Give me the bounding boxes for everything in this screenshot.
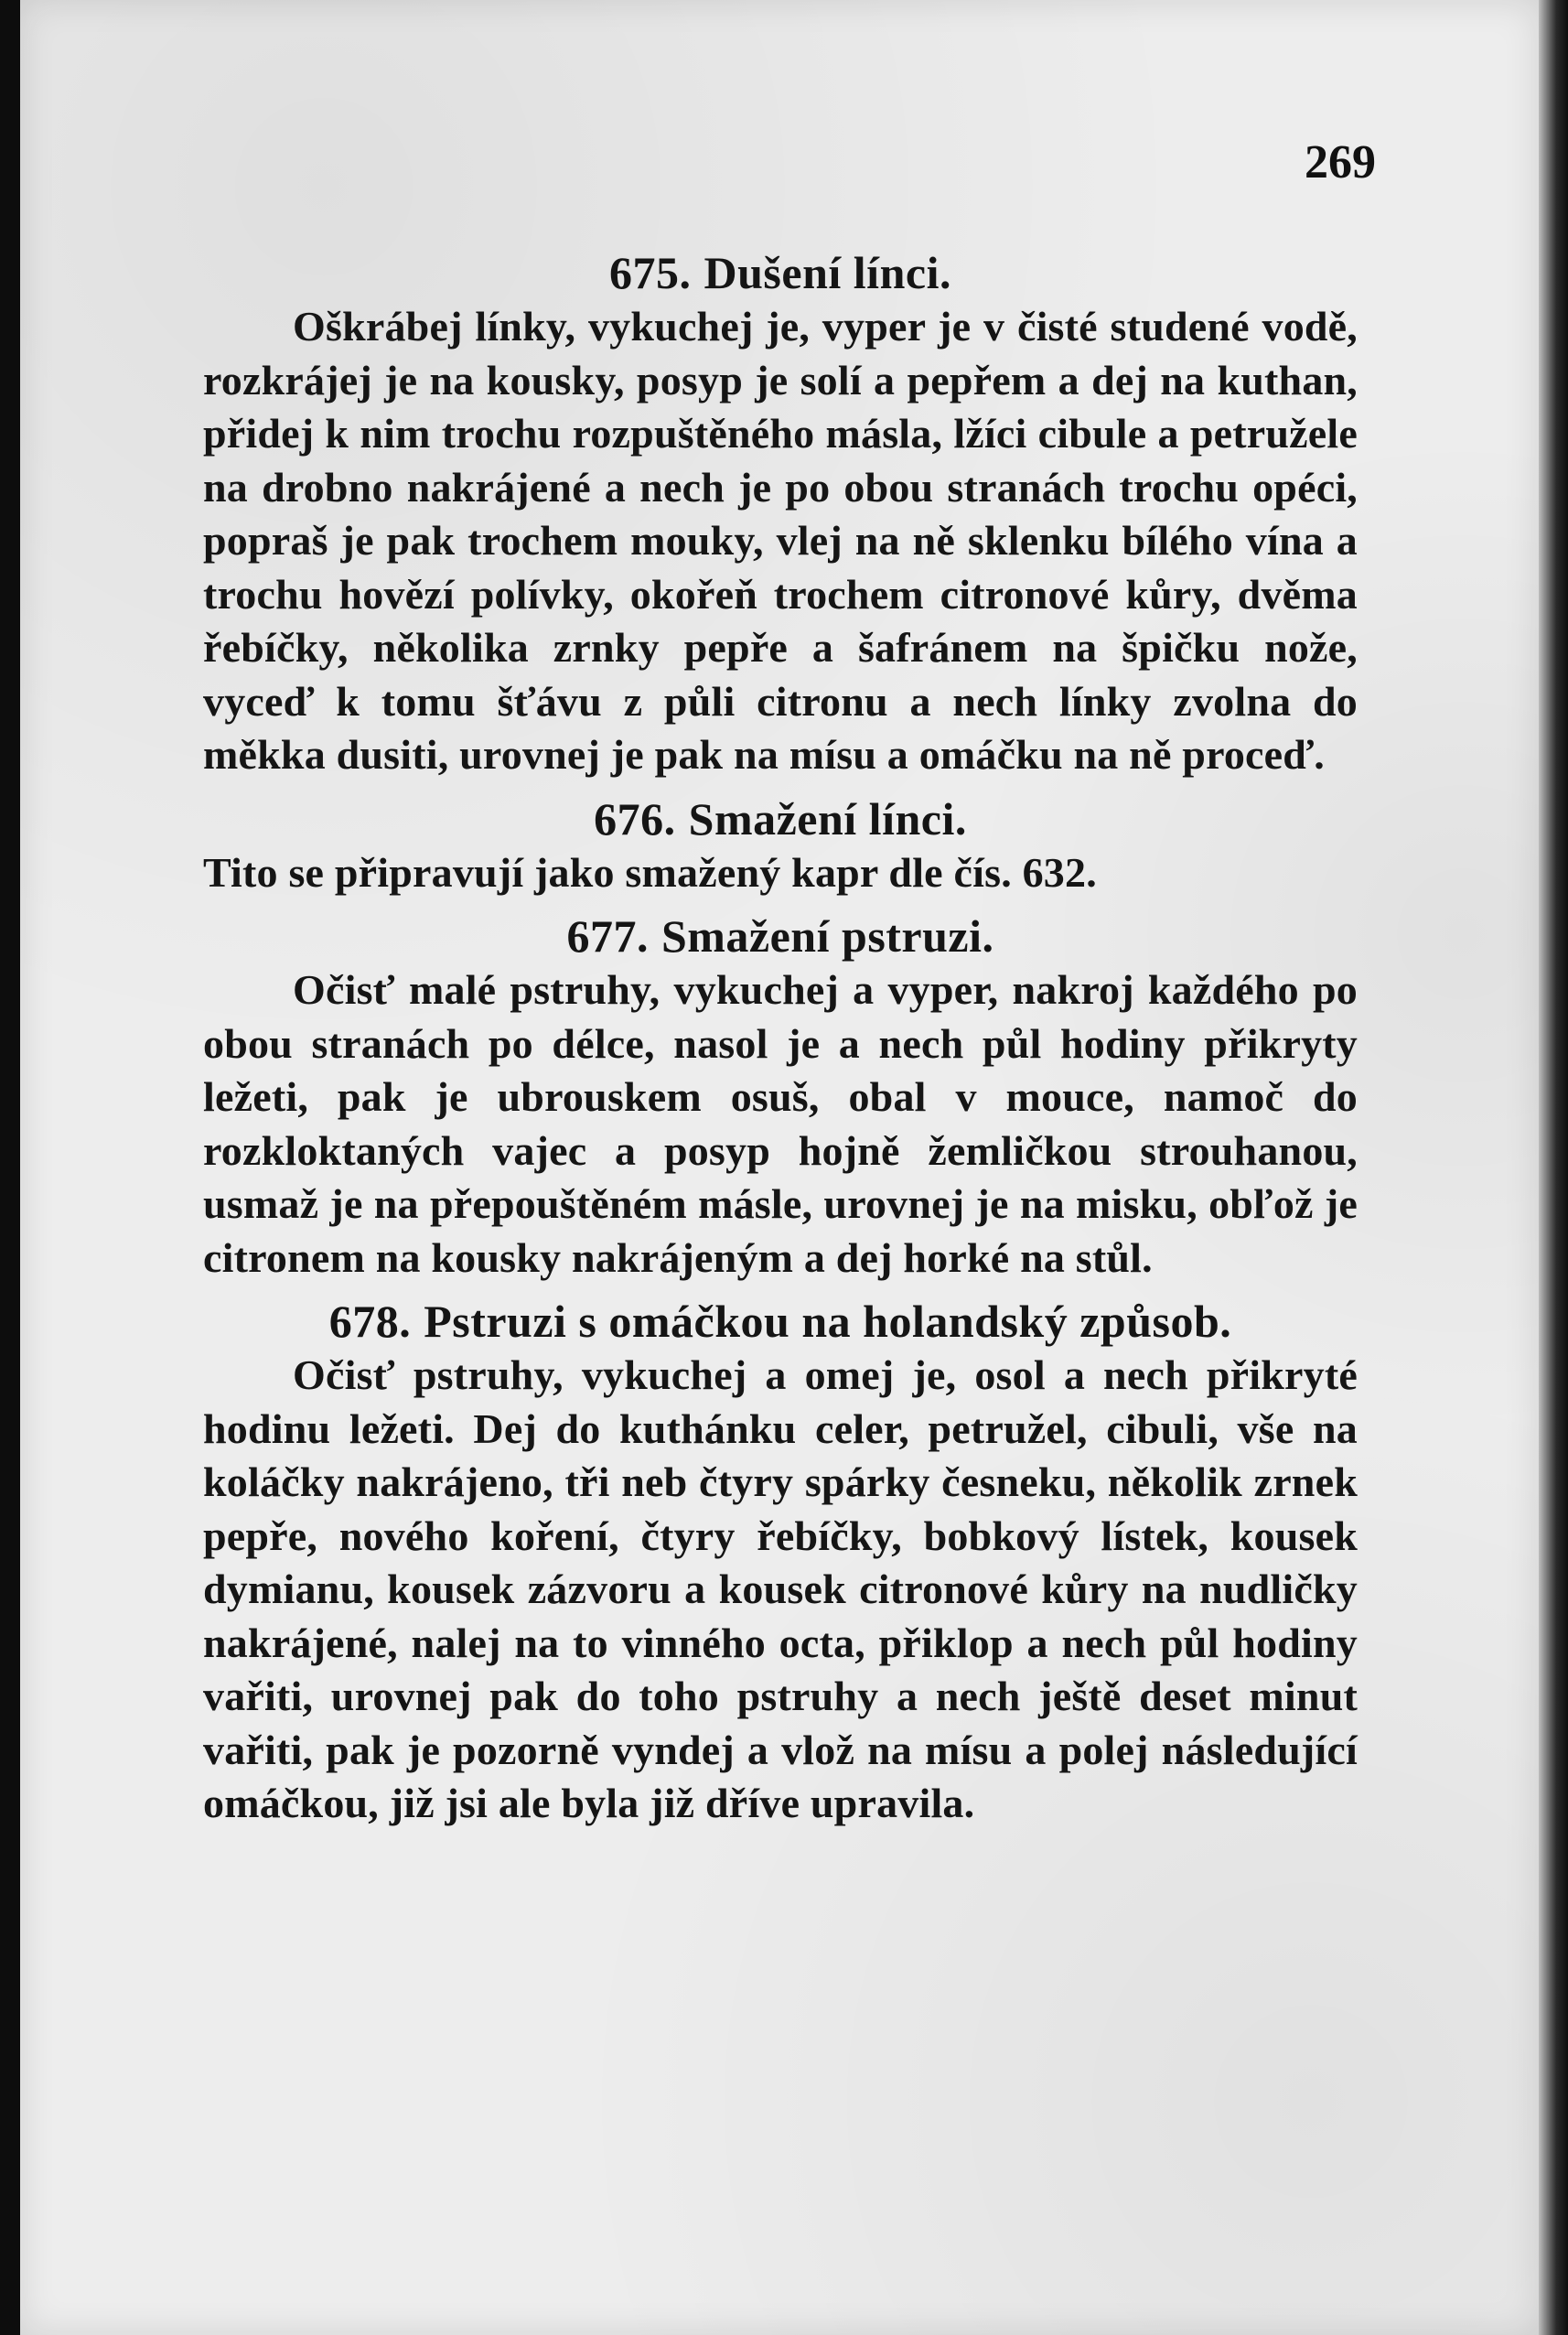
page-number: 269 — [1305, 136, 1376, 188]
book-page — [20, 0, 1539, 2335]
section-number: 677. — [566, 910, 649, 962]
book-gutter — [0, 0, 20, 2335]
page-content — [203, 245, 1358, 1831]
section-number: 676. — [594, 792, 676, 845]
section-text-678: Očisť pstruhy, vykuchej a omej je, osol a nech přikryté hodinu ležeti. Dej do kuthánku celer, petružel, cibuli, vše na koláčky nakrájeno, tři neb čtyry spárky česneku, několik zrnek pepře, nového koření, čtyry řebíčky, bobkový lístek, kousek dymianu, kousek zázvoru a kousek citronové kůry na nudličky nakrájené, nalej na to vinného octa, přiklop a nech půl hodiny vařiti, urovnej pak do toho pstruhy a nech ještě deset minut vařiti, pak je pozorně vyndej a vlož na mísu a polej následující omáčkou, již jsi ale byla již dříve upravila. — [203, 1351, 1358, 1826]
section-heading-677 — [203, 909, 1358, 963]
section-heading-675 — [203, 245, 1358, 300]
section-title: Smažení línci. — [688, 792, 967, 845]
section-title: Pstruzi s omáčkou na holandský způsob. — [424, 1296, 1232, 1347]
section-title: Dušení línci. — [703, 247, 951, 298]
section-number: 675. — [609, 247, 692, 298]
section-text-675: Oškrábej línky, vykuchej je, vyper je v čisté studené vodě, rozkrájej je na kousky, posyp je solí a pepřem a dej na kuthan, přidej k nim trochu rozpuštěného másla, lžíci cibule a petružele na drobno nakrájené a nech je po obou stranách trochu opéci, popraš je pak trochem mouky, vlej na ně sklenku bílého vína a trochu hovězí polívky, okořeň trochem citronové kůry, dvěma řebíčky, několika zrnky pepře a šafránem na špičku nože, vyceď k tomu šťávu z půli citronu a nech línky zvolna do měkka dusiti, urovnej je pak na mísu a omáčku na ně proceď. — [203, 303, 1358, 778]
section-number: 678. — [328, 1296, 412, 1347]
page-edge-shadow — [1539, 0, 1568, 2335]
section-heading-678 — [203, 1294, 1358, 1349]
section-text-677: Očisť malé pstruhy, vykuchej a vyper, nakroj každého po obou stranách po délce, nasol je a nech půl hodiny přikryty ležeti, pak je ubrouskem osuš, obal v mouce, namoč do rozkloktaných vajec a posyp hojně žemličkou strouhanou, usmaž je na přepouštěném másle, urovnej je na misku, obľož je citronem na kousky nakrájeným a dej horké na stůl. — [203, 966, 1358, 1281]
section-title: Smažení pstruzi. — [660, 910, 994, 962]
section-heading-676 — [203, 791, 1358, 846]
section-text-676: Tito se připravují jako smažený kapr dle čís. 632. — [203, 848, 1097, 896]
